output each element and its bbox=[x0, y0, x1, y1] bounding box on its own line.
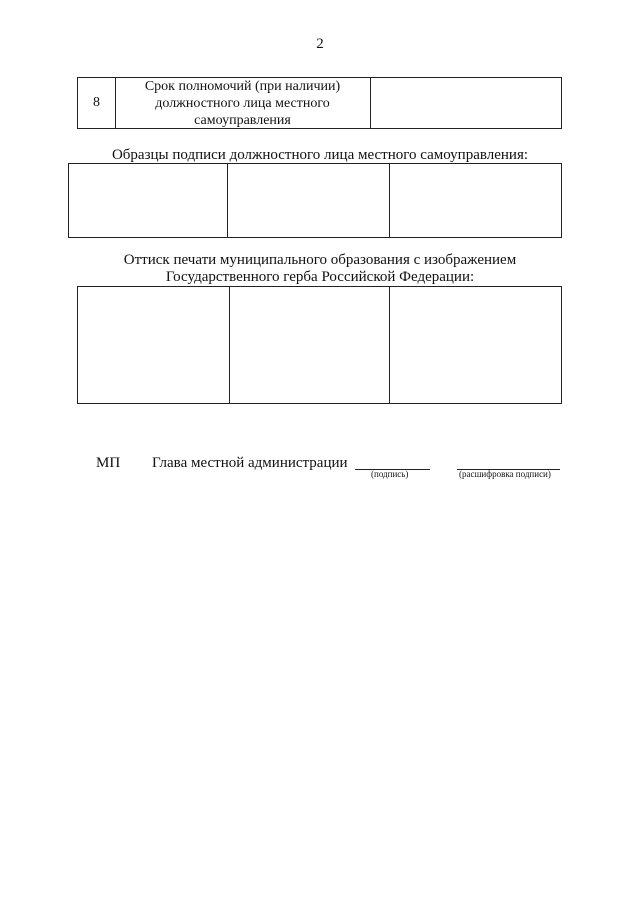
row-number: 8 bbox=[78, 78, 116, 128]
seal-imprint-caption: Оттиск печати муниципального образования с изображением Государственного герба Российской Федерации: bbox=[123, 252, 517, 285]
signature-samples-caption: Образцы подписи должностного лица местного самоуправления: bbox=[111, 147, 529, 163]
signature-hint: (подпись) bbox=[371, 469, 409, 479]
page-number: 2 bbox=[316, 36, 324, 52]
seal-imprint-grid bbox=[77, 286, 562, 404]
signature-block bbox=[0, 455, 640, 495]
row-value-field[interactable] bbox=[370, 78, 561, 128]
position-label: Глава местной администрации bbox=[152, 455, 348, 471]
name-decoding-line[interactable] bbox=[457, 455, 560, 470]
signature-sample-box[interactable] bbox=[227, 164, 390, 237]
seal-imprint-box[interactable] bbox=[389, 287, 561, 403]
stamp-place-label: МП bbox=[96, 455, 121, 471]
seal-imprint-box[interactable] bbox=[78, 287, 230, 403]
row-label: Срок полномочий (при наличии) должностного лица местного самоуправления bbox=[115, 78, 371, 128]
signature-line[interactable] bbox=[355, 455, 430, 470]
signature-sample-box[interactable] bbox=[389, 164, 561, 237]
signature-sample-box[interactable] bbox=[69, 164, 228, 237]
signature-samples-grid bbox=[68, 163, 562, 238]
name-decoding-hint: (расшифровка подписи) bbox=[459, 469, 551, 479]
seal-imprint-box[interactable] bbox=[229, 287, 390, 403]
table-row-term-of-office bbox=[77, 77, 562, 129]
